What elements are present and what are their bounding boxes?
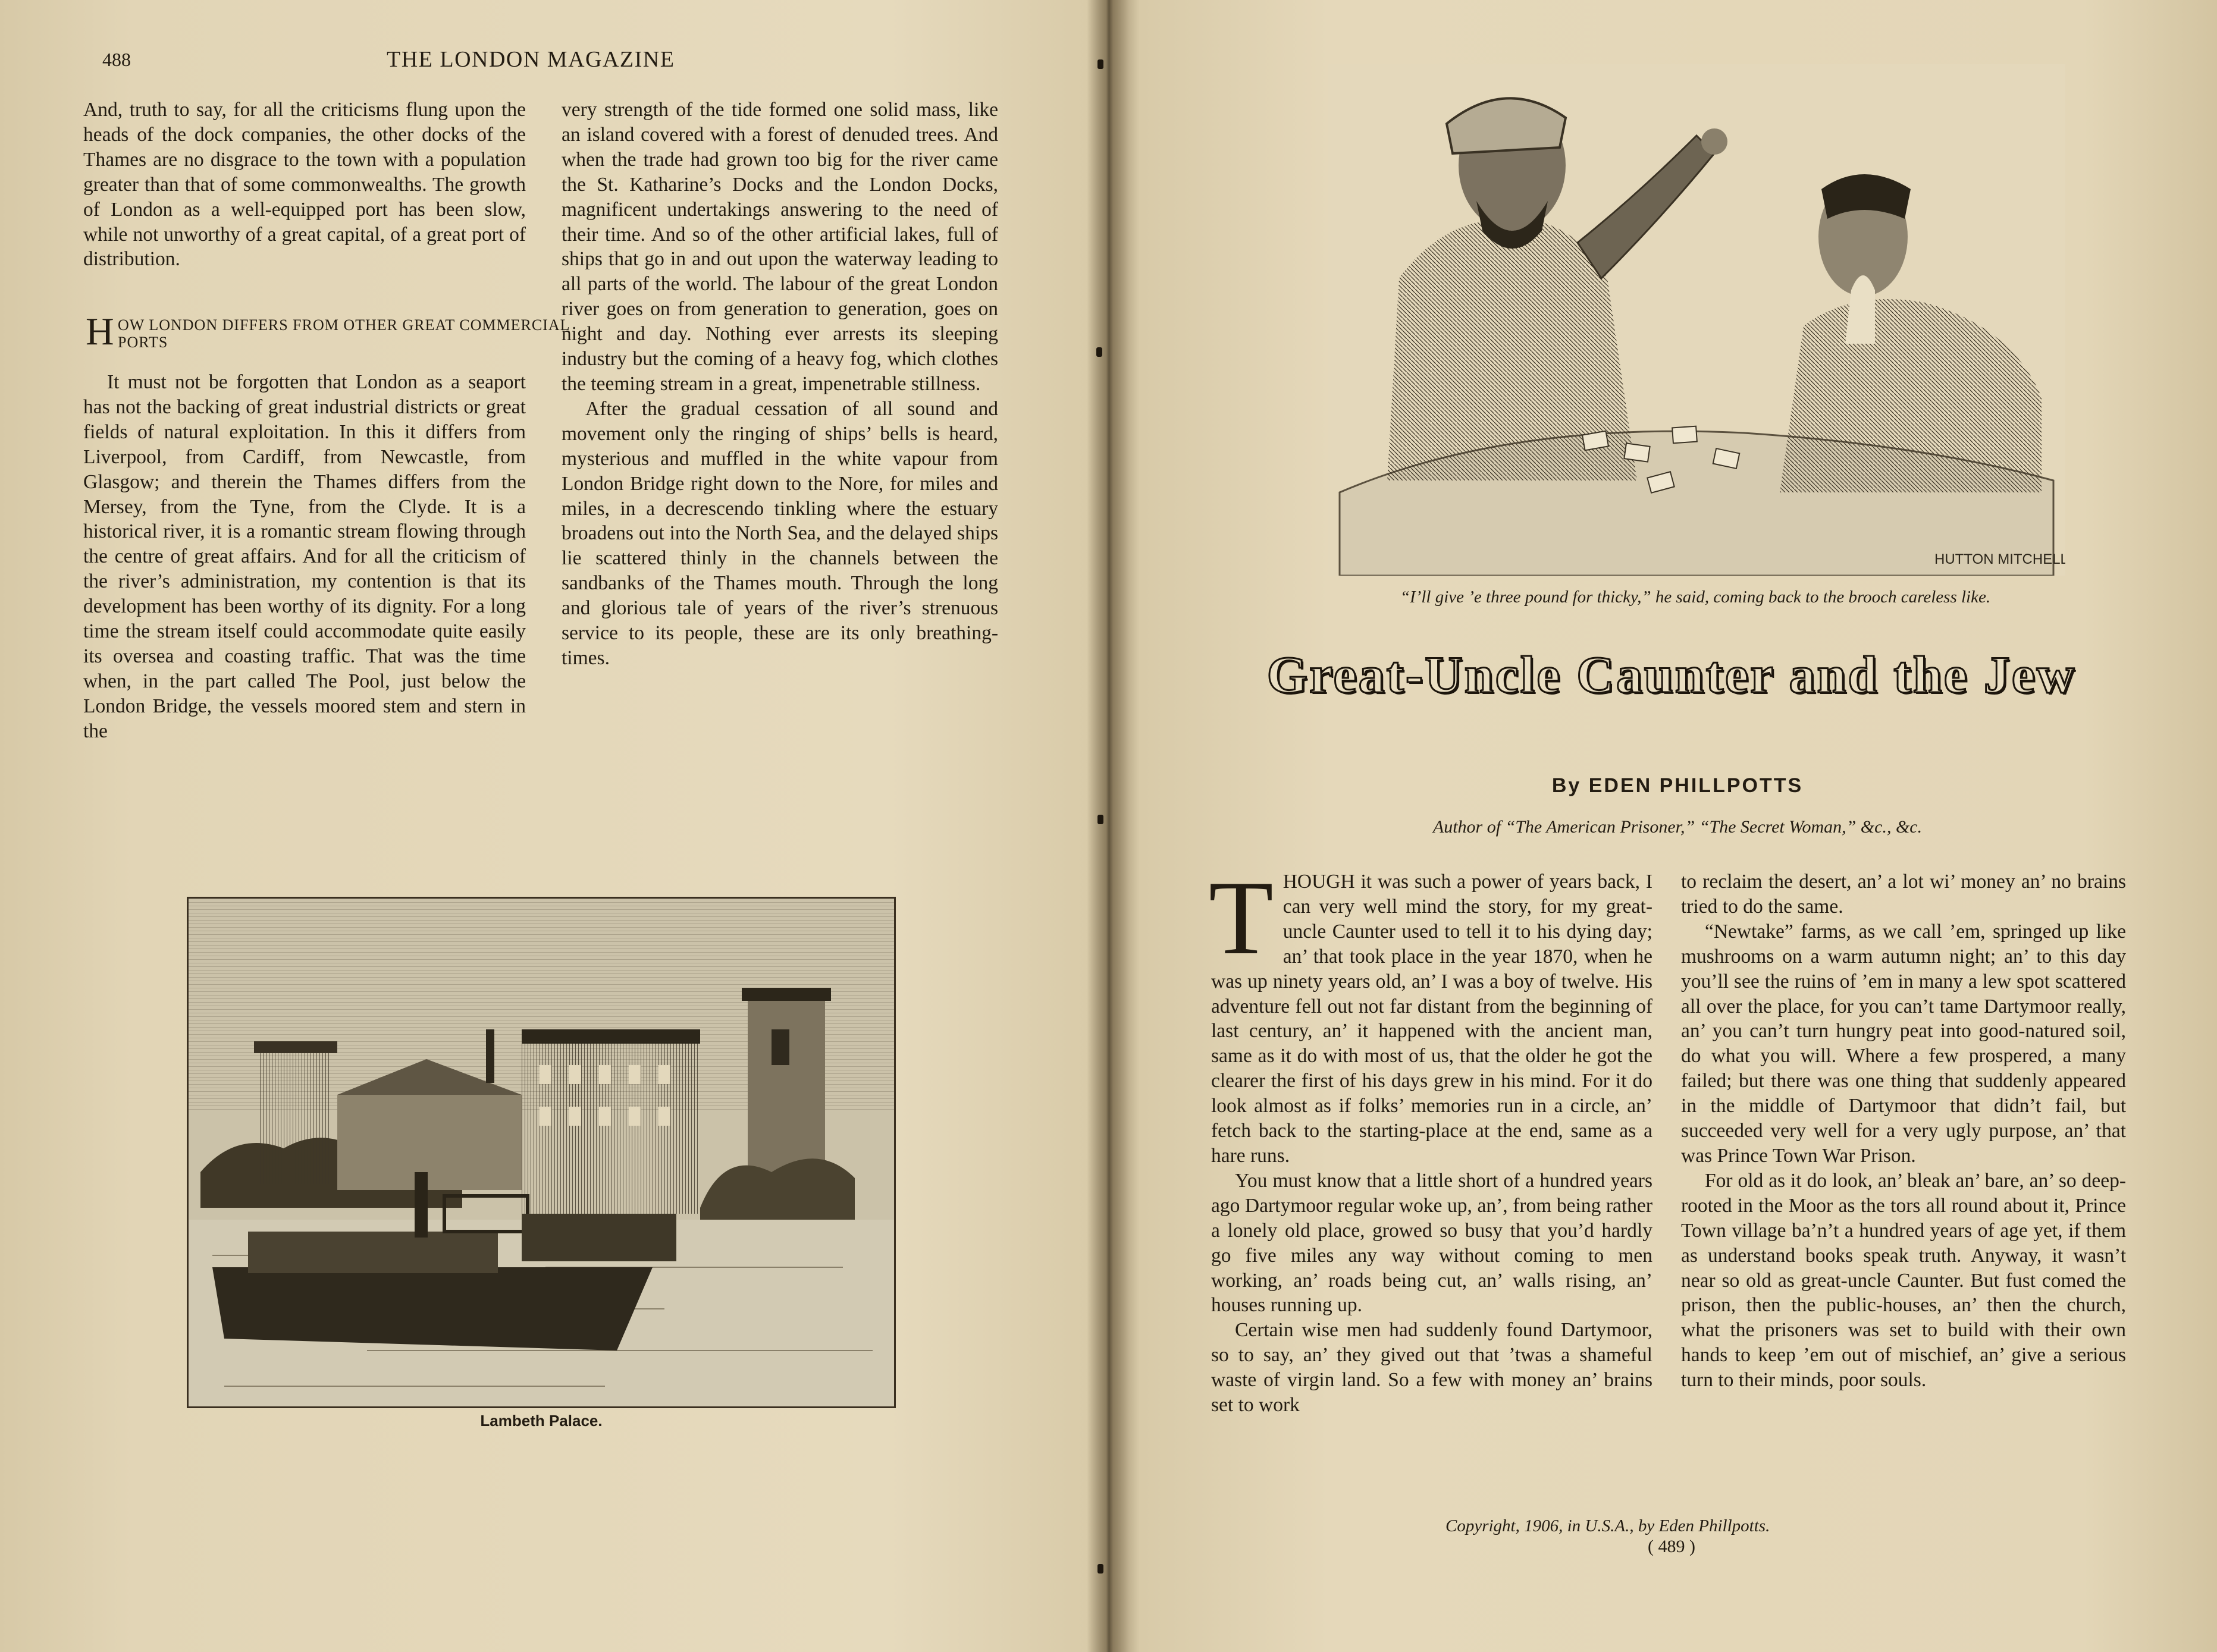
paragraph: Certain wise men had suddenly found Dartymoor, so to say, an’ they gived out that ’twas a shameful waste of virgin land. So a few with money an’ brains set to work: [1211, 1319, 1652, 1417]
left-column-2: [562, 98, 998, 671]
binding-stitch: [1097, 59, 1103, 69]
right-column-1: [1209, 859, 1652, 1418]
left-column-1-top: [83, 98, 526, 272]
binding-stitch: [1096, 347, 1102, 357]
right-column-2: [1681, 869, 2126, 1393]
paragraph: After the gradual cessation of all sound and movement only the ringing of ships’ bells is heard, mysterious and muffled in the white vapour from London Bridge right down to the Nore, for miles and miles, in a decrescendo tinkling where the estuary broadens out into the North Sea, and the delayed ships lie scattered thinly in the channels between the sandbanks of the Thames mouth. Through the long and glorious tale of years of the river’s strenuous service to its people, these are its only breathing-times.: [562, 397, 998, 669]
lambeth-palace-engraving: [187, 897, 896, 1408]
binding-stitch: [1097, 1564, 1103, 1574]
paragraph: very strength of the tide formed one solid mass, like an island covered with a forest of denuded trees. And when the trade had grown too big for the river came the St. Katharine’s Docks and the London Docks, magnificent undertakings answering to the need of their time. And so of the other artificial lakes, full of ships that go in and out upon the waterway leading to all parts of the world. The labour of the great London river goes on from generation to generation, goes on night and day. Nothing ever arrests its sleeping industry but the coming of a heavy fog, which clothes the teeming stream in a great, impenetrable stillness.: [562, 99, 998, 395]
page-number-left: 488: [102, 49, 131, 70]
paragraph: to reclaim the desert, an’ a lot wi’ money an’ no brains tried to do the same.: [1681, 871, 2126, 918]
subhead-initial: H: [86, 310, 115, 353]
paragraph: And, truth to say, for all the criticisms flung upon the heads of the dock companies, the other docks of the Thames are no disgrace to the town with a population greater than that of some commonwealths. The growth of London as a well-equipped port has been slow, while not unworthy of a great capital, of a great port of distribution.: [83, 99, 526, 271]
story-title: Great-Uncle Caunter and the Jew: [1266, 646, 2077, 704]
image-caption-lambeth: Lambeth Palace.: [480, 1412, 603, 1430]
paragraph: HOUGH it was such a power of years back, I can very well mind the story, for my great-uncle Caunter used to tell it to his dying day; an’ that took place in the year 1870, when he was up ninety years old, an’ I was a boy of twelve. His adventure fell out not far distant from the beginning of last century, an’ it happened with the ancient man, same as it do with most of us, that the older he got the clearer the first of his days grew in his mind. For it do look almost as if folks’ memories run in a circle, an’ fetch back to the starting-place at the end, same as a hare runs.: [1211, 871, 1652, 1167]
binding-stitch: [1097, 815, 1103, 824]
story-illustration: [1328, 64, 2065, 576]
illustrator-signature: HUTTON MITCHELL: [1934, 551, 2065, 567]
author-credits: Author of “The American Prisoner,” “The Secret Woman,” &c., &c.: [1432, 817, 1923, 837]
section-subhead: [86, 310, 573, 356]
copyright-notice: Copyright, 1906, in U.S.A., by Eden Phillpotts.: [1445, 1516, 1770, 1535]
left-column-1-bottom: [83, 370, 526, 744]
story-byline: By EDEN PHILLPOTTS: [1551, 774, 1804, 797]
illustration-caption: “I’ll give ’e three pound for thicky,” he said, coming back to the brooch careless like.: [1400, 588, 1991, 607]
drop-cap: T: [1209, 859, 1274, 976]
card-players-image: [1328, 64, 2065, 576]
left-page: [0, 0, 1095, 1652]
paragraph: For old as it do look, an’ bleak an’ bare, an’ so deep-rooted in the Moor as the tors all round about it, Prince Town village ba’n’t a hundred years of age yet, if them as understand books speak truth. Anyway, it wasn’t near so old as great-uncle Caunter. But fust comed the prison, then the public-houses, an’ then the church, what the prisoners was set to build with their own hands to keep ’em out of mischief, an’ give a serious turn to their minds, poor souls.: [1681, 1169, 2126, 1392]
subhead-text: OW LONDON DIFFERS FROM OTHER GREAT COMMERCIAL PORTS: [118, 316, 570, 351]
paragraph: It must not be forgotten that London as a seaport has not the backing of great industrial districts or great fields of natural exploitation. In this it differs from Liverpool, from Cardiff, from Newcastle, from Glasgow; and therein the Thames differs from the Mersey, from the Tyne, from the Clyde. It is a historical river, it is a romantic stream flowing through the centre of great affairs. And for all the criticism of the river’s administration, my contention is that its development has been worthy of its dignity. For a long time the stream itself could accommodate quite easily its oversea and coasting traffic. That was the time when, in the part called The Pool, just below the London Bridge, the vessels moored stem and stern in the: [83, 371, 526, 742]
paragraph: “Newtake” farms, as we call ’em, springed up like mushrooms on a warm autumn night; an’ to this day you’ll see the ruins of ’em in many a lew spot scattered all over the place, for you can’t tame Dartymoor really, an’ you can’t turn hungry peat into good-natured soil, do what you will. Where a few prospered, a many failed; but there was one thing that suddenly appeared in the middle of Dartymoor that didn’t fail, but succeeded very well for a very ugly purpose, an’ that was Prince Town War Prison.: [1681, 920, 2126, 1167]
lambeth-palace-image: [189, 899, 894, 1406]
paragraph: You must know that a little short of a hundred years ago Dartymoor regular woke up, an’, from being rather a lonely old place, growed so busy that you’d hardly go five miles any way without coming to men working, an’ roads being cut, an’ walls rising, an’ houses running up.: [1211, 1169, 1652, 1317]
page-number-right: ( 489 ): [1648, 1537, 1695, 1556]
magazine-title: THE LONDON MAGAZINE: [387, 47, 675, 72]
